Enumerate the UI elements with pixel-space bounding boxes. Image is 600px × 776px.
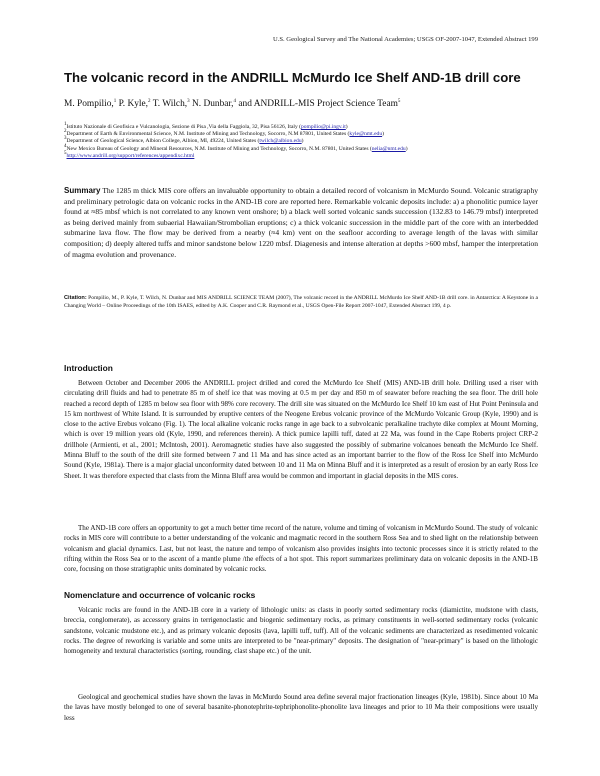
affiliation-text: Department of Geological Science, Albion College, Albion, MI, 49224, United States (: [66, 138, 260, 145]
body-paragraph: The AND-1B core offers an opportunity to get a much better time record of the nature, volume and timing of volcanism in McMurdo Sound. The study of volcanic rocks in MIS core will contribute to a better understanding of the volcanic and magmatic record in the southern Ross Sea and to shed light on the relationship between volcanism and glacial dynamics. Last, but not least, the nature and tempo of volcanism also provides insights into tectonic processes since it is strictly related to the rifting within the Ross Sea or to the ascent of a mantle plume /the effects of a hot spot. This report summarizes preliminary data on volcanic deposits in the AND-1B core, focusing on those stratigraphic units dominated by volcanic rocks.: [64, 524, 538, 574]
affiliation-mark: 4: [64, 143, 67, 149]
affiliation-text: ): [382, 131, 384, 138]
body-paragraph: Between October and December 2006 the ANDRILL project drilled and cored the McMurdo Ice Shelf (MIS) AND-1B drill hole. Drilling used a riser with circulating drill fluids and had to penetrate 85 m of shelf ice that was moving at 0.5 m per day and 850 m of seawater before reaching the sea floor. The drill hole reached a record depth of 1285 m below sea floor with 98% core recovery. The drill site was situated on the McMurdo Ice Shelf 10 km east of Hut Point Peninsula and 15 km northwest of White Island. It is surrounded by eruptive centers of the Neogene Erebus volcanic province of the McMurdo Volcanic Group (Kyle, 1990) and is close to the active Erebus volcano (Fig. 1). The local alkaline volcanic rocks range in age back to a subvolcanic peralkaline trachyte dike complex at Mount Morning, which is over 19 million years old (Kyle, 1990, and references therein). A thick pumice lapilli tuff, dated at 22 Ma, was found in the Cape Roberts project CRP-2 drillhole (Armienti, et al., 2001; McIntosh, 2001). Aeromagnetic studies have also suggested the possibly of submarine volcanoes beneath the McMurdo Ice Shelf. Minna Bluff to the south of the drill site formed between 7 and 11 Ma and has since acted as an important barrier to the flow of the Ross Ice Shelf into McMurdo Sound (Kyle, 1981a). There is a major glacial unconformity dated between 10 and 11 Ma on Minna Bluff and it is interpreted as a result of erosion by an early Ross Ice Sheet. It was therefore expected that clasts from the Minna Bluff area would be common and important in glacial deposits in the MIS cores.: [64, 379, 538, 480]
affiliation-text: Istituto Nazionale di Geofisica e Vulcanologia, Sezione di Pisa ,Via della Faggiola, 32, Pisa 56126, Italy (: [66, 124, 301, 130]
citation-label: Citation:: [64, 295, 87, 301]
affiliations: [64, 124, 538, 160]
author-name: N. Dunbar,: [189, 99, 234, 109]
author-list: [64, 98, 544, 110]
affiliation-text: Department of Earth & Environmental Science, N.M. Institute of Mining and Technology, Socorro, N.M 87801, United States (: [66, 131, 350, 138]
author-affiliation-mark: 2: [148, 98, 151, 104]
email-link[interactable]: nelia@nmt.edu: [371, 145, 406, 152]
affiliation-text: ): [405, 145, 408, 152]
author-affiliation-mark: 4: [233, 98, 237, 104]
affiliation-item: [64, 143, 538, 153]
email-link[interactable]: pompilio@pi.ingv.it: [300, 124, 346, 130]
author-name: M. Pompilio,: [64, 99, 114, 109]
affiliation-mark: 5: [64, 150, 67, 156]
author-affiliation-mark: 3: [187, 98, 190, 104]
affiliation-text: New Mexico Bureau of Geology and Mineral Resources, N.M. Institute of Mining and Technology, Socorro, N.M. 87801, United States (: [66, 145, 372, 152]
author-name: P. Kyle,: [116, 99, 149, 109]
affiliation-mark: 1: [64, 122, 67, 128]
summary-abstract: [64, 186, 538, 260]
affiliation-mark: 2: [64, 129, 67, 135]
body-paragraph: Geological and geochemical studies have shown the lavas in McMurdo Sound area define several major fractionation lineages (Kyle, 1981b). Since about 10 Ma the lavas have mostly belonged to one of several basanite-phonotephrite-tephriphonolite-phonolite lava lineages and prior to 10 Ma their compositions were usually less: [64, 693, 538, 722]
citation-text: Pompilio, M., P. Kyle, T. Wilch, N. Dunbar and MIS ANDRILL SCIENCE TEAM (2007), The volcanic record in the ANDRILL McMurdo Ice Shelf AND-1B drill core. in Antarctica: A Keystone in a Changing World – Online Proceedings of the 10th ISAES, edited by A.K. Cooper and C.R. Raymond et al., USGS Open-File Report 2007-1047, Extended Abstract 199, 4 p.: [64, 295, 538, 309]
running-header: U.S. Geological Survey and The National Academies; USGS OF-2007-1047, Extended Abstract 199: [272, 36, 538, 43]
email-link[interactable]: twilch@albion.edu: [259, 138, 302, 145]
affiliation-item: [64, 138, 538, 145]
paper-title: The volcanic record in the ANDRILL McMurdo Ice Shelf AND-1B drill core: [64, 70, 521, 85]
affiliation-mark: 3: [64, 136, 67, 142]
author-name: T. Wilch,: [150, 99, 188, 109]
affiliation-text: ): [345, 124, 348, 130]
section-heading-introduction: Introduction: [64, 363, 113, 373]
author-name: and ANDRILL-MIS Project Science Team: [236, 99, 398, 109]
affiliation-item: [64, 150, 538, 160]
summary-label: Summary: [64, 186, 101, 195]
section-heading-nomenclature: Nomenclature and occurrence of volcanic rocks: [64, 590, 256, 600]
author-affiliation-mark: 1: [113, 98, 117, 104]
summary-text: The 1285 m thick MIS core offers an invaluable opportunity to obtain a detailed record of volcanism in McMurdo Sound. Volcanic stratigraphy and preliminary petrologic data on volcanic rocks in the AND-1B core are reported here. Remarkable volcanic deposits include: a) a phonolitic pumice layer found at ≈85 mbsf which is not correlated to any known vent onshore; b) a black well sorted volcanic sands succession (132.83 to 146.79 mbsf) interpreted as being derived mainly from subaerial Hawaiian/Strombolian eruptions; c) a thick volcanic succession in the middle part of the core with an interbedded submarine lava flow. The flow may be derived from a nearby (≈4 km) vent on the seafloor according to average length of the lavas with similar composition; d) deeply altered tuffs and minor sandstone below 1220 mbsf. Diagenesis and intense alteration at depths >600 mbsf, hamper the interpretation of magma evolution and provenance.: [64, 186, 538, 259]
author-affiliation-mark: 5: [397, 98, 401, 104]
affiliation-text: ): [301, 138, 304, 145]
email-link[interactable]: kyle@nmt.edu: [349, 131, 383, 138]
body-paragraph: Volcanic rocks are found in the AND-1B core in a variety of lithologic units: as clasts in poorly sorted sedimentary rocks (diamictite, mudstone with clasts, breccia, conglomerate), as accessory grains in terrigenoclastic and biogenic sedimentary rocks, as primary constituents in well-sorted sedimentary rocks (volcanic sandstone, volcanic mudstone etc.), and as primary volcanic deposits (lava, lapilli tuff, tuff). All of the volcanic sediments are characterized as resedimented volcanic rocks. The degree of reworking is variable and some units are interpreted to be "near-primary" deposits. The designation of "near-primary" is based on the lithologic homogeneity and textural characteristics (sorting, rounding, clast shape etc.) of the unit.: [64, 606, 538, 656]
citation-block: [64, 294, 538, 310]
reference-url-link[interactable]: http://www.andrill.org/support/references/appendixc.html: [66, 152, 195, 159]
